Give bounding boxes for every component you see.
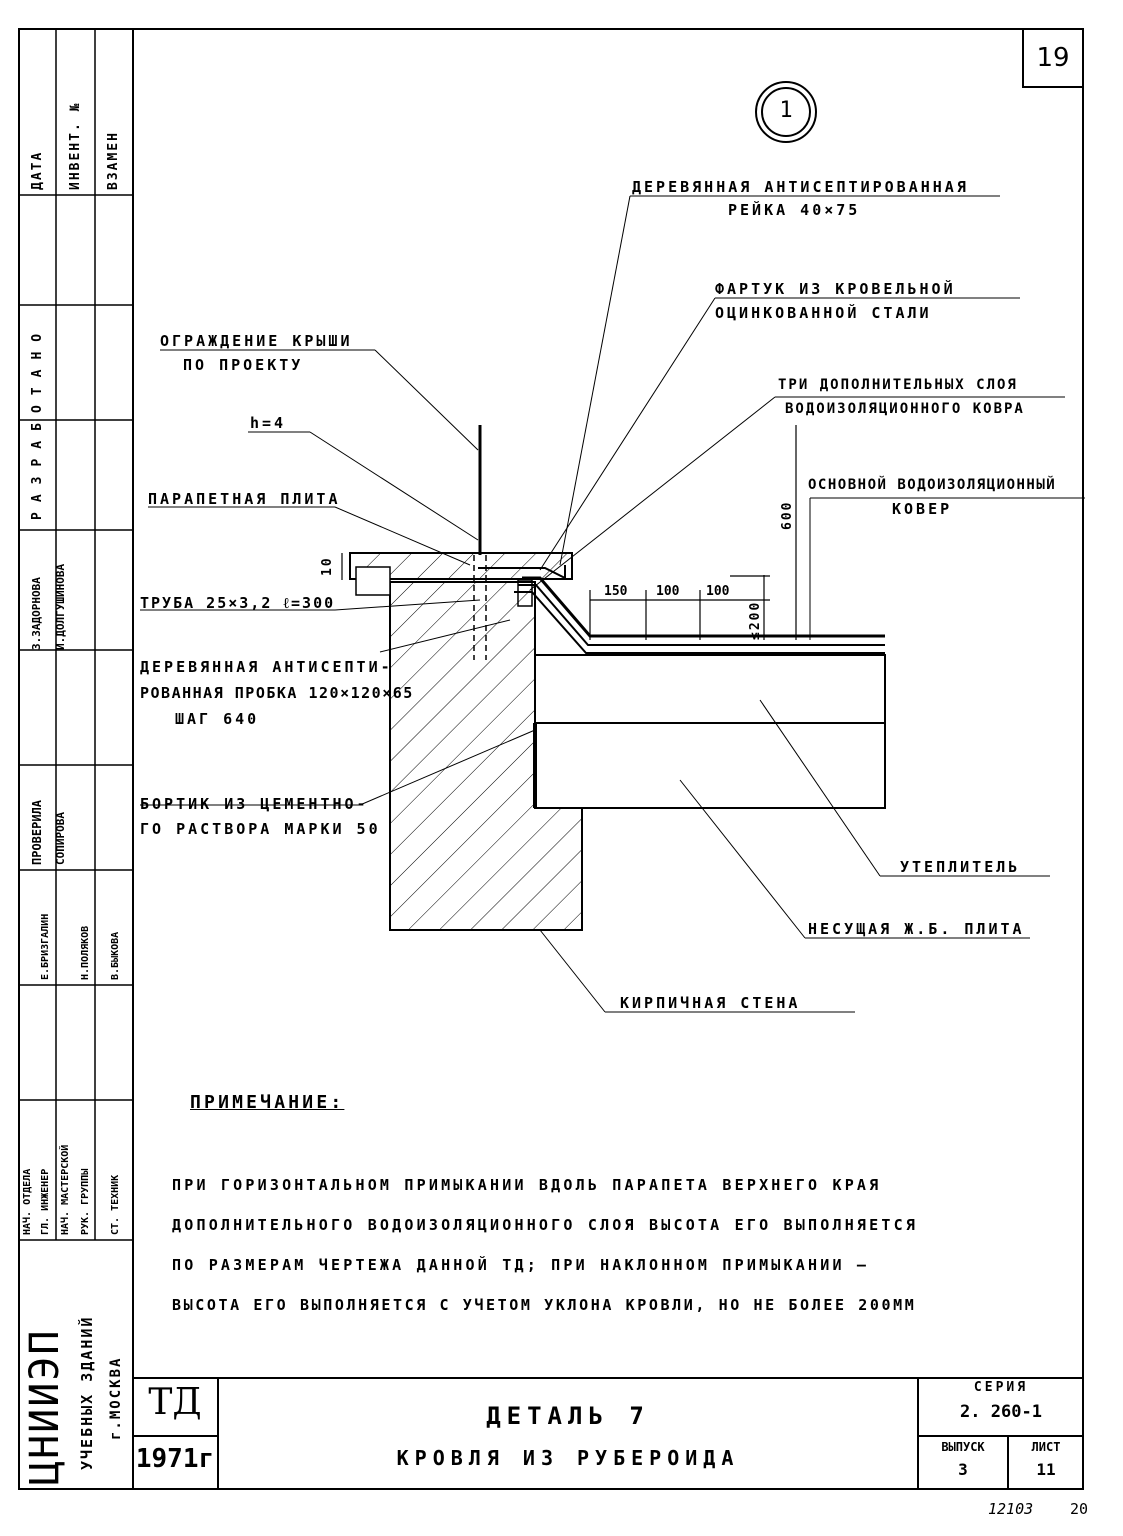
stamp-head-2: ГЛ. ИНЖЕНЕР xyxy=(40,1168,51,1235)
label-rail-2: РЕЙКА 40×75 xyxy=(728,201,861,219)
label-plug-2: РОВАННАЯ ПРОБКА 120×120×65 xyxy=(140,684,414,702)
stamp-instead: ВЗАМЕН xyxy=(106,131,121,190)
label-main-carpet: ОСНОВНОЙ ВОДОИЗОЛЯЦИОННЫЙ xyxy=(808,477,1057,493)
dim-200: ≤200 xyxy=(748,600,763,640)
label-plug: ДЕРЕВЯННАЯ АНТИСЕПТИ- xyxy=(140,658,393,676)
dim-100a: 100 xyxy=(656,584,680,599)
stamp-name-a: Е.БРИЗГАЛИН xyxy=(40,913,51,980)
label-insulation: УТЕПЛИТЕЛЬ xyxy=(900,858,1021,876)
issue-value: 3 xyxy=(958,1460,968,1479)
stamp-surname-2: И.ДОЛГУШИНОВА xyxy=(54,563,67,650)
corner-code: 12103 xyxy=(988,1500,1034,1518)
label-bearing-slab: НЕСУЩАЯ Ж.Б. ПЛИТА xyxy=(808,920,1025,938)
roof-membrane xyxy=(522,578,885,636)
series-label: СЕРИЯ xyxy=(973,1380,1029,1395)
dim-600: 600 xyxy=(780,500,795,530)
title-td: ТД xyxy=(148,1382,202,1423)
label-rail: ДЕРЕВЯННАЯ АНТИСЕПТИРОВАННАЯ xyxy=(632,178,969,196)
note-title: ПРИМЕЧАНИЕ: xyxy=(190,1092,345,1113)
stamp-head-3: НАЧ. МАСТЕРСКОЙ xyxy=(60,1144,71,1235)
label-curb: БОРТИК ИЗ ЦЕМЕНТНО- xyxy=(140,795,369,813)
bearing-slab xyxy=(535,723,885,808)
stamp-date: ДАТА xyxy=(30,150,45,190)
corner-page: 20 xyxy=(1070,1500,1089,1518)
note-line-2: ДОПОЛНИТЕЛЬНОГО ВОДОИЗОЛЯЦИОННОГО СЛОЯ ВЫСОТА ЕГО ВЫПОЛНЯЕТСЯ xyxy=(172,1216,919,1234)
note-line-4: ВЫСОТА ЕГО ВЫПОЛНЯЕТСЯ С УЧЕТОМ УКЛОНА КРОВЛИ, НО НЕ БОЛЕЕ 200ММ xyxy=(172,1296,917,1314)
label-pipe: ТРУБА 25×3,2 ℓ=300 xyxy=(140,594,336,612)
label-layers: ТРИ ДОПОЛНИТЕЛЬНЫХ СЛОЯ xyxy=(778,377,1018,393)
label-h: h=4 xyxy=(250,414,287,432)
stamp-org-2: УЧЕБНЫХ ЗДАНИЙ xyxy=(78,1315,96,1470)
sheet-value: 11 xyxy=(1036,1460,1056,1479)
stamp-org-3: г.МОСКВА xyxy=(108,1356,124,1440)
insulation-layer xyxy=(535,655,885,723)
issue-label: ВЫПУСК xyxy=(941,1440,985,1454)
label-parapet-slab: ПАРАПЕТНАЯ ПЛИТА xyxy=(148,490,341,508)
detail-marker-label: 1 xyxy=(779,98,793,123)
label-fence: ОГРАЖДЕНИЕ КРЫШИ xyxy=(160,332,353,350)
label-brick-wall: КИРПИЧНАЯ СТЕНА xyxy=(620,994,801,1012)
sheet-number: 19 xyxy=(1036,43,1070,73)
label-plug-3: ШАГ 640 xyxy=(175,710,260,728)
label-fence-2: ПО ПРОЕКТУ xyxy=(183,356,304,374)
stamp-head-4: РУК. ГРУППЫ xyxy=(80,1168,91,1235)
label-layers-2: ВОДОИЗОЛЯЦИОННОГО КОВРА xyxy=(785,401,1025,417)
detail-subtitle: КРОВЛЯ ИЗ РУБЕРОИДА xyxy=(396,1446,740,1470)
sheet-label: ЛИСТ xyxy=(1031,1440,1061,1454)
dim-100b: 100 xyxy=(706,584,730,599)
label-main-carpet-2: КОВЕР xyxy=(892,500,953,518)
stamp-checked-name: СОПИРОВА xyxy=(54,812,67,865)
label-apron-2: ОЦИНКОВАННОЙ СТАЛИ xyxy=(715,304,932,322)
stamp-name-c: В.БЫКОВА xyxy=(110,931,121,980)
detail-title: ДЕТАЛЬ 7 xyxy=(486,1402,650,1430)
dim-10: 10 xyxy=(320,556,335,576)
label-apron: ФАРТУК ИЗ КРОВЕЛЬНОЙ xyxy=(715,280,956,298)
dim-150: 150 xyxy=(604,584,628,599)
stamp-checked: ПРОВЕРИЛА xyxy=(30,799,44,865)
stamp-name-b: Н.ПОЛЯКОВ xyxy=(80,925,91,980)
stamp-head-1: НАЧ. ОТДЕЛА xyxy=(22,1168,33,1235)
stamp-invent: ИНВЕНТ. № xyxy=(68,101,83,190)
label-curb-2: ГО РАСТВОРА МАРКИ 50 xyxy=(140,820,381,838)
note-line-1: ПРИ ГОРИЗОНТАЛЬНОМ ПРИМЫКАНИИ ВДОЛЬ ПАРАПЕТА ВЕРХНЕГО КРАЯ xyxy=(172,1176,882,1194)
stamp-surname-1: З.ЗАДОРНОВА xyxy=(30,577,43,650)
note-line-3: ПО РАЗМЕРАМ ЧЕРТЕЖА ДАННОЙ ТД; ПРИ НАКЛОННОМ ПРИМЫКАНИИ – xyxy=(172,1256,870,1274)
stamp-org: ЦНИИЭП xyxy=(22,1328,68,1485)
series-value: 2. 260-1 xyxy=(960,1402,1042,1422)
stamp-head-5: СТ. ТЕХНИК xyxy=(110,1174,121,1235)
title-year: 1971г xyxy=(135,1444,215,1474)
stamp-developed: РАЗРАБОТАНО xyxy=(30,323,45,520)
